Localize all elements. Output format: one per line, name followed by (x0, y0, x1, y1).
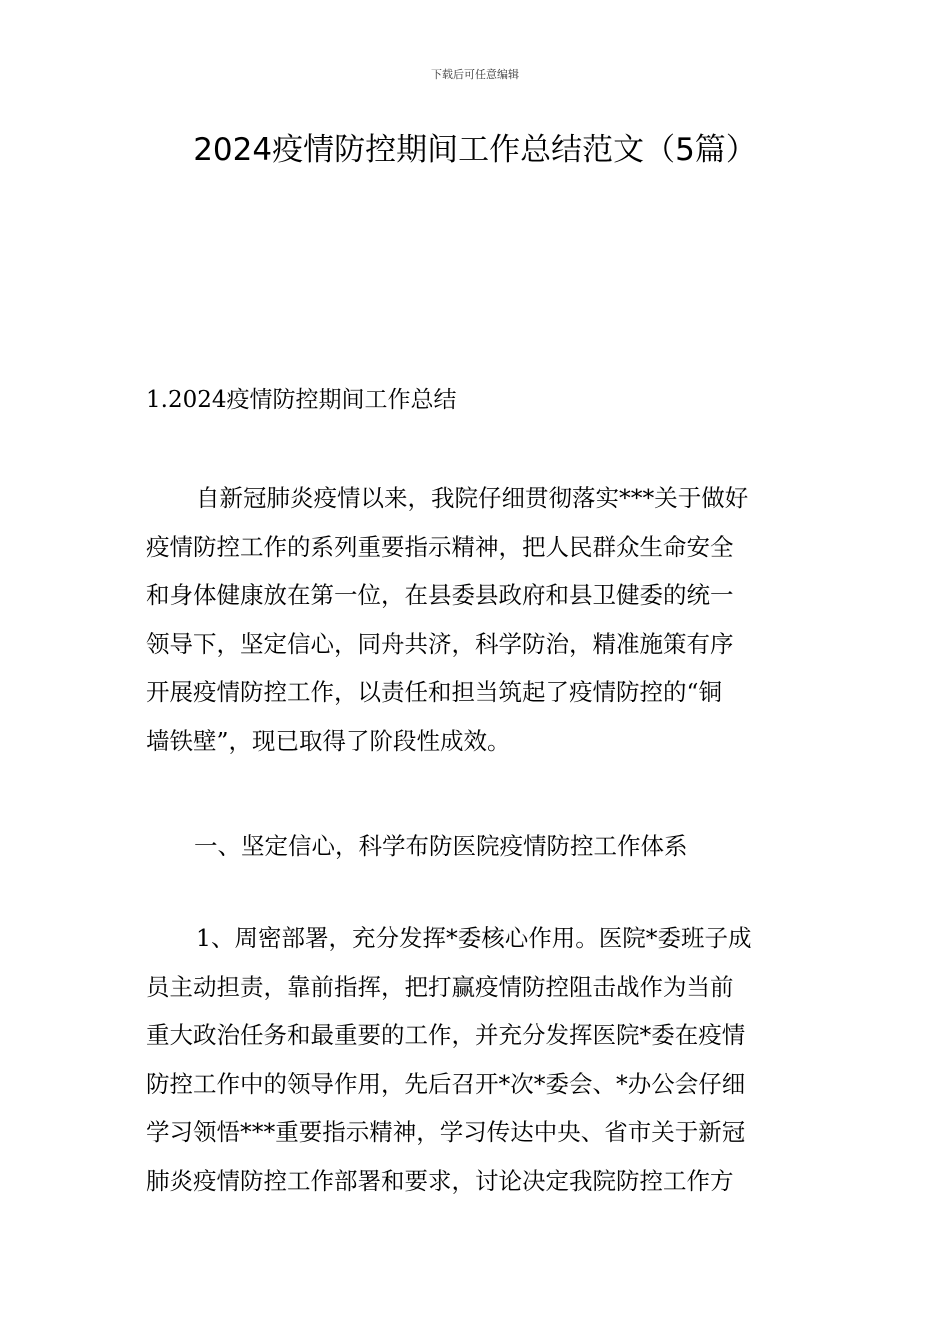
paragraph-line: 开展疫情防控工作，以责任和担当筑起了疫情防控的“铜 (146, 678, 723, 706)
paragraph-line: 学习领悟***重要指示精神，学习传达中央、省市关于新冠 (146, 1118, 746, 1146)
header-note: 下载后可任意编辑 (431, 68, 519, 81)
paragraph-line: 疫情防控工作的系列重要指示精神，把人民群众生命安全 (146, 532, 734, 561)
subheading (194, 822, 854, 871)
paragraph-line: 和身体健康放在第一位，在县委县政府和县卫健委的统一 (146, 581, 734, 609)
paragraph-line: 防控工作中的领导作用，先后召开*次*委会、*办公会仔细 (146, 1069, 746, 1098)
paragraph-line: 员主动担责，靠前指挥，把打赢疫情防控阻击战作为当前 (146, 972, 734, 1001)
paragraph-line: 肺炎疫情防控工作部署和要求，讨论决定我院防控工作方 (146, 1166, 734, 1195)
intro-paragraph (146, 474, 806, 765)
subheading-text: 一、坚定信心，科学布防医院疫情防控工作体系 (194, 832, 688, 860)
paragraph-line: 自新冠肺炎疫情以来，我院仔细贯彻落实***关于做好 (196, 484, 749, 512)
item-paragraph (146, 914, 806, 1205)
paragraph-line: 墙铁壁”，现已取得了阶段性成效。 (146, 726, 511, 755)
section-heading: 1.2024疫情防控期间工作总结 (146, 387, 457, 413)
paragraph-line: 重大政治任务和最重要的工作，并充分发挥医院*委在疫情 (146, 1021, 746, 1049)
paragraph-line: 1、周密部署，充分发挥*委核心作用。医院*委班子成 (196, 924, 752, 952)
document-title: 2024疫情防控期间工作总结范文（5篇） (193, 132, 757, 168)
paragraph-line: 领导下，坚定信心，同舟共济，科学防治，精准施策有序 (146, 629, 734, 658)
